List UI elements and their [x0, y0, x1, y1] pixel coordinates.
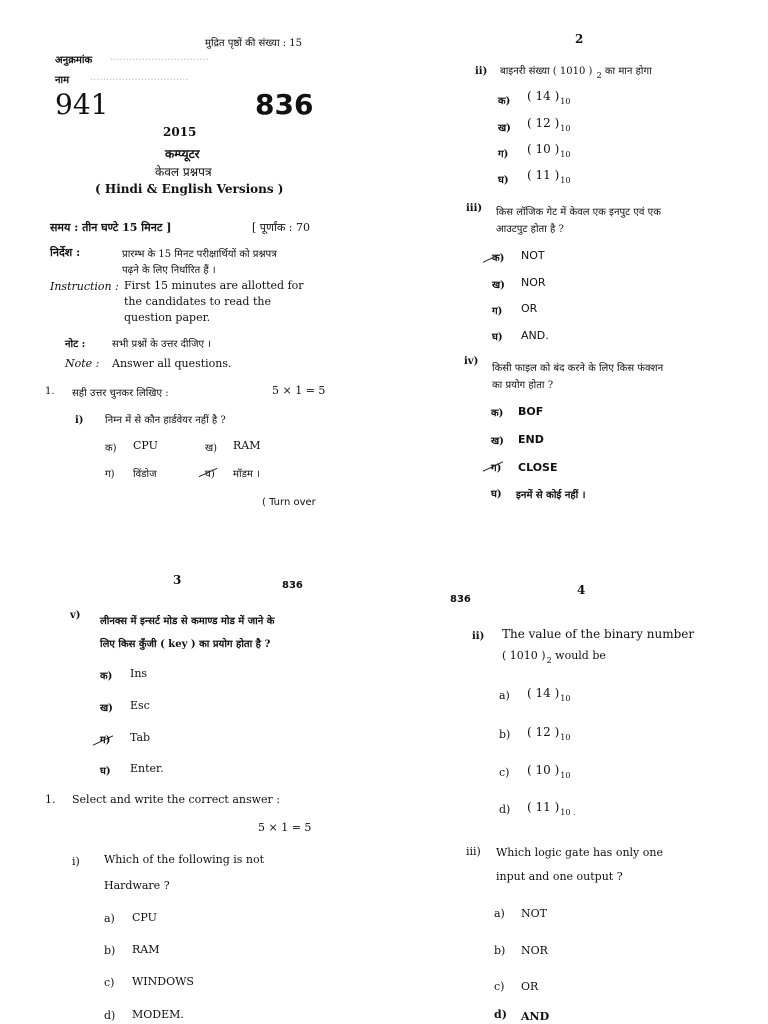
option-text: ( 12 )$_{10}$	[527, 116, 571, 133]
option-text: AND	[521, 1010, 550, 1023]
question-1-number: 1.	[45, 386, 55, 397]
question-v-line1: लीनक्स में इन्सर्ट मोड से कमाण्ड मोड में जाने के	[100, 616, 275, 627]
option-text: ( 12 )$_{10}$	[527, 725, 571, 742]
option-a-label: क)	[105, 443, 117, 454]
option-label: ग)	[498, 149, 509, 160]
note-english-text: Answer all questions.	[112, 357, 232, 370]
option-text: WINDOWS	[132, 975, 194, 988]
instructions-hindi-label: निर्देश :	[50, 246, 81, 259]
page-number: 4	[577, 583, 586, 597]
total-marks: [ पूर्णांक : 70	[252, 221, 310, 234]
option-a-text: CPU	[133, 439, 158, 452]
option-text: NOT	[521, 907, 547, 920]
option-text: MODEM.	[132, 1008, 184, 1021]
question-ii-line2: ( 1010 )$_2$ would be	[502, 649, 606, 665]
option-label: ख)	[491, 436, 504, 447]
option-text: NOR	[521, 276, 546, 289]
paper-code: 836	[282, 580, 303, 591]
option-text: OR	[521, 980, 539, 993]
option-label: d)	[494, 1008, 507, 1021]
option-label: क)	[100, 671, 113, 682]
question-i-line1: Which of the following is not	[104, 853, 265, 866]
option-label: घ)	[498, 175, 509, 186]
question-iii-line2: input and one output ?	[496, 870, 623, 883]
paper-code-left: 941	[55, 88, 109, 121]
option-d-text: मॉडम ।	[233, 469, 260, 480]
option-text: ( 10 )$_{10}$	[527, 763, 571, 780]
exam-year: 2015	[163, 125, 197, 139]
option-label: a)	[499, 689, 510, 702]
question-ii-number: ii)	[472, 631, 485, 642]
option-label: ख)	[100, 703, 113, 714]
option-c-text: विंडोज	[133, 469, 157, 480]
note-english-label: Note :	[65, 357, 100, 370]
option-label: b)	[494, 944, 506, 957]
subject-title: कम्प्यूटर	[165, 147, 200, 161]
question-iv-number: iv)	[464, 356, 479, 367]
option-text: Ins	[130, 667, 148, 680]
question-iii-line2: आउटपुट होता है ?	[496, 224, 564, 235]
option-text: ( 11 )$_{10 .}$	[527, 800, 576, 817]
note-hindi-label: नोट :	[65, 339, 86, 350]
page-number: 2	[575, 32, 584, 46]
option-label: c)	[494, 980, 505, 993]
time-allowed: समय : तीन घण्टे 15 मिनट ]	[50, 221, 172, 234]
option-label: ख)	[498, 123, 511, 134]
question-1-text: सही उत्तर चुनकर लिखिए :	[72, 388, 169, 399]
question-1-text: Select and write the correct answer :	[72, 793, 281, 806]
paper-code-right: 836	[255, 88, 314, 121]
instructions-english-line3: question paper.	[124, 311, 211, 324]
instructions-hindi-line1: प्रारम्भ के 15 मिनट परीक्षार्थियों को प्रश्नपत्र	[122, 249, 277, 260]
option-text: CPU	[132, 911, 157, 924]
option-label: a)	[104, 912, 115, 925]
option-label: ग)	[491, 463, 502, 474]
option-text: AND.	[521, 329, 549, 342]
instructions-english-label: Instruction :	[50, 280, 119, 293]
option-text: NOT	[521, 249, 545, 262]
option-b-label: ख)	[205, 443, 218, 454]
option-text: ( 14 )$_{10}$	[527, 686, 571, 703]
option-label: घ)	[492, 332, 503, 343]
option-text: END	[518, 433, 544, 446]
option-label: b)	[499, 728, 511, 741]
question-iv-line2: का प्रयोग होता ?	[492, 380, 554, 391]
name-value: ...............................	[90, 72, 189, 83]
question-iii-line1: किस लॉजिक गेट में केवल एक इनपुट एवं एक	[496, 207, 661, 218]
option-label: क)	[498, 96, 511, 107]
instructions-english-line1: First 15 minutes are allotted for	[124, 279, 304, 292]
question-i-text: निम्न में से कौन हार्डवेयर नहीं है ?	[105, 415, 226, 426]
question-1-marks: 5 × 1 = 5	[258, 821, 312, 834]
option-text: Enter.	[130, 762, 164, 775]
question-i-number: i)	[72, 855, 80, 868]
option-text: ( 10 )$_{10}$	[527, 142, 571, 159]
question-i-line2: Hardware ?	[104, 879, 170, 892]
roll-number-label: अनुक्रमांक	[55, 55, 93, 66]
option-label: ग)	[100, 735, 111, 746]
question-1-marks: 5 × 1 = 5	[272, 384, 326, 397]
option-text: इनमें से कोई नहीं ।	[516, 490, 586, 501]
option-label: c)	[499, 766, 510, 779]
question-v-line2: लिए किस कुँजी ( key ) का प्रयोग होता है ?	[100, 639, 271, 650]
question-ii-text: बाइनरी संख्या ( 1010 ) $_2$ का मान होगा	[500, 66, 652, 80]
option-label: ग)	[492, 306, 503, 317]
option-text: Tab	[130, 731, 151, 744]
question-iii-number: iii)	[466, 845, 481, 858]
question-iii-line1: Which logic gate has only one	[496, 846, 663, 859]
paper-type: केवल प्रश्नपत्र	[155, 165, 212, 179]
option-c-label: ग)	[105, 469, 115, 480]
name-label: नाम	[55, 75, 70, 86]
option-label: घ)	[100, 766, 111, 777]
option-label: क)	[492, 253, 505, 264]
option-label: ख)	[492, 280, 505, 291]
versions-note: ( Hindi & English Versions )	[95, 182, 284, 196]
instructions-hindi-line2: पढ़ने के लिए निर्धारित हैं ।	[122, 265, 216, 276]
option-label: b)	[104, 944, 116, 957]
option-text: RAM	[132, 943, 160, 956]
printed-pages-note: मुद्रित पृष्ठों की संख्या : 15	[205, 38, 302, 49]
option-text: OR	[521, 302, 538, 315]
option-label: घ)	[491, 489, 502, 500]
roll-number-value: ...............................	[110, 52, 209, 63]
question-v-number: v)	[70, 610, 81, 621]
option-text: CLOSE	[518, 461, 558, 474]
page-number: 3	[173, 573, 182, 587]
note-hindi-text: सभी प्रश्नों के उत्तर दीजिए ।	[112, 339, 212, 350]
question-iii-number: iii)	[466, 203, 483, 214]
question-1-number: 1.	[45, 793, 56, 806]
paper-code: 836	[450, 594, 471, 605]
question-iv-line1: किसी फाइल को बंद करने के लिए किस फंक्शन	[492, 363, 664, 374]
option-label: a)	[494, 907, 505, 920]
option-label: d)	[499, 803, 511, 816]
option-text: ( 14 )$_{10}$	[527, 89, 571, 106]
turn-over-note: ( Turn over	[262, 497, 316, 508]
option-text: NOR	[521, 944, 548, 957]
option-text: Esc	[130, 699, 150, 712]
question-ii-number: ii)	[475, 66, 488, 77]
option-b-text: RAM	[233, 439, 261, 452]
option-label: c)	[104, 976, 115, 989]
option-label: क)	[491, 408, 504, 419]
option-text: BOF	[518, 405, 544, 418]
option-label: d)	[104, 1009, 116, 1022]
option-text: ( 11 )$_{10}$	[527, 168, 571, 185]
question-ii-line1: The value of the binary number	[502, 627, 695, 641]
question-i-number: i)	[75, 415, 84, 426]
instructions-english-line2: the candidates to read the	[124, 295, 271, 308]
option-d-label: घ)	[205, 469, 215, 480]
